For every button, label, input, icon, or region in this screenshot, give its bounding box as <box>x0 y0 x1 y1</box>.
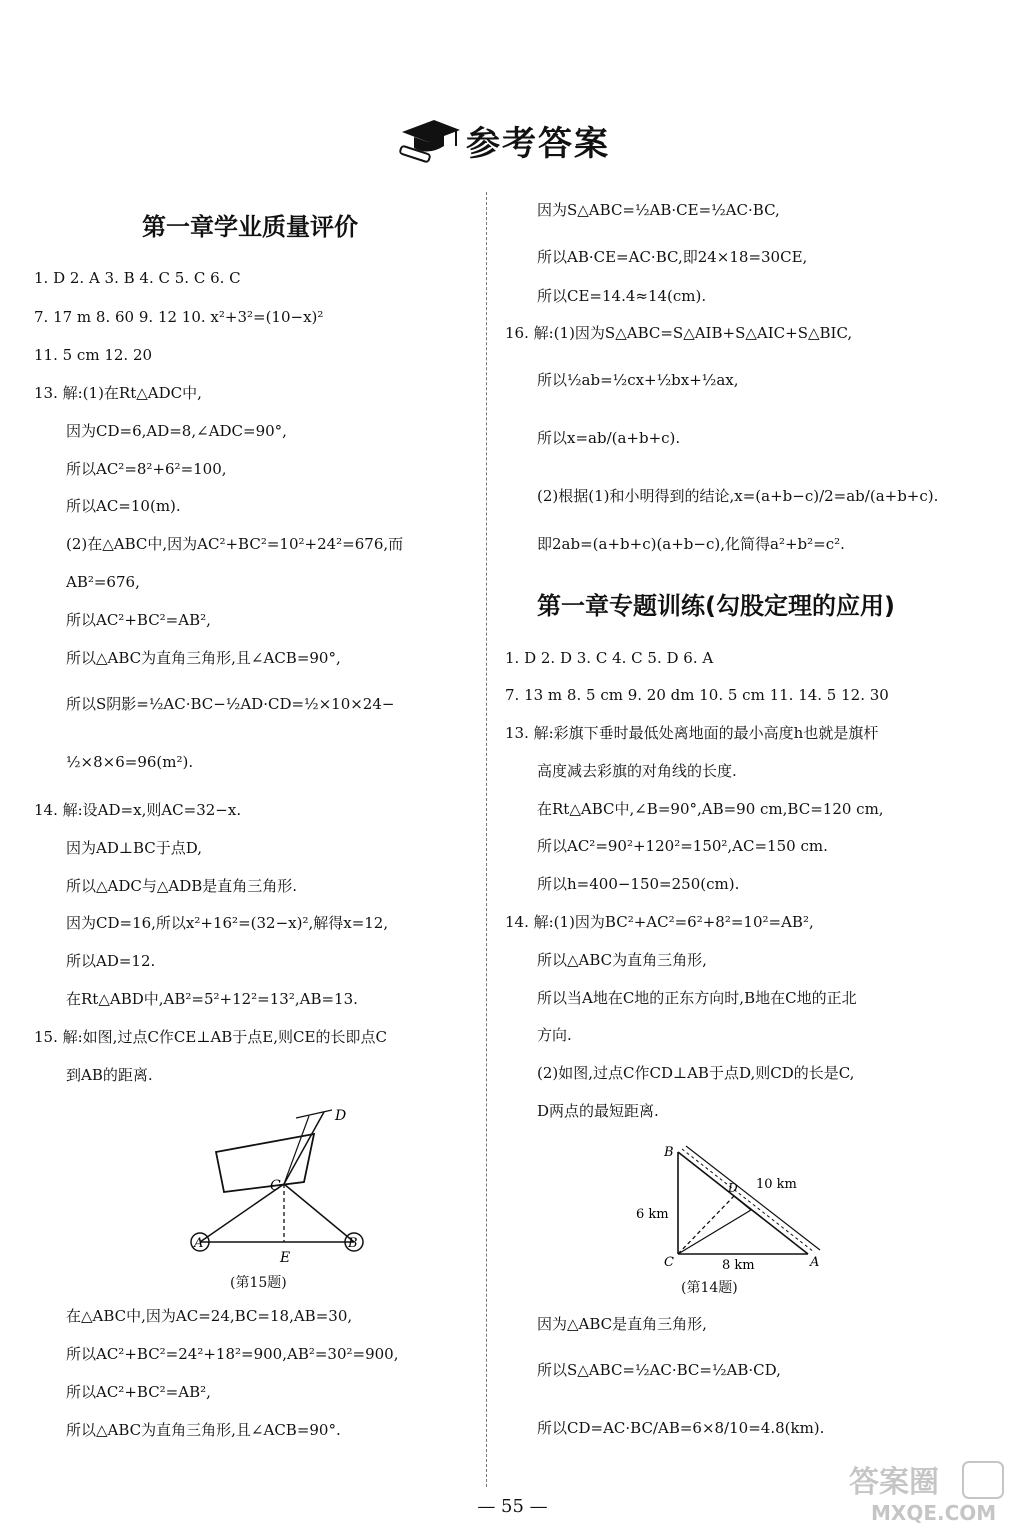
answer-line: 所以S阴影=½AC·BC−½AD·CD=½×10×24− <box>66 695 395 713</box>
column-divider <box>486 192 487 1487</box>
graduation-cap-icon <box>398 114 462 166</box>
answer-line: 因为CD=16,所以x²+16²=(32−x)²,解得x=12, <box>66 914 389 932</box>
section-title-chapter1-evaluation: 第一章学业质量评价 <box>142 213 358 241</box>
fig15-label-d: D <box>335 1108 347 1124</box>
fig15-label-b: B <box>348 1236 358 1251</box>
answer-line: 所以AC²+BC²=AB², <box>66 1383 211 1401</box>
answer-line: 14. 解:设AD=x,则AC=32−x. <box>34 801 242 819</box>
answer-line: 所以AB·CE=AC·BC,即24×18=30CE, <box>537 248 808 266</box>
answer-line: 所以AC=10(m). <box>66 497 181 515</box>
answer-line: 7. 17 m 8. 60 9. 12 10. x²+3²=(10−x)² <box>34 308 324 326</box>
fig14-label-6km: 6 km <box>636 1207 669 1222</box>
fig14-label-b: B <box>664 1145 674 1160</box>
answer-line: 因为CD=6,AD=8,∠ADC=90°, <box>66 422 287 440</box>
answer-line: 1. D 2. A 3. B 4. C 5. C 6. C <box>34 269 241 287</box>
answer-line: 所以AC²=90²+120²=150²,AC=150 cm. <box>537 837 828 855</box>
answer-line: 因为AD⊥BC于点D, <box>66 839 203 857</box>
answer-line: AB²=676, <box>66 573 140 591</box>
fig14-label-a: A <box>810 1255 820 1270</box>
figure-problem-14 <box>630 1138 830 1270</box>
answer-line: 所以CE=14.4≈14(cm). <box>537 287 707 305</box>
answer-line: 所以CD=AC·BC/AB=6×8/10=4.8(km). <box>537 1419 825 1437</box>
answer-line: 到AB的距离. <box>66 1066 153 1084</box>
answer-line: 在Rt△ABD中,AB²=5²+12²=13²,AB=13. <box>66 990 358 1008</box>
answer-line: 所以AC²+BC²=AB², <box>66 611 211 629</box>
fig15-label-c: C <box>270 1178 281 1194</box>
figure-problem-15 <box>184 1100 394 1270</box>
answer-line: 所以△ABC为直角三角形, <box>537 951 707 969</box>
fig14-label-10km: 10 km <box>756 1177 797 1192</box>
fig14-label-8km: 8 km <box>722 1258 755 1270</box>
page-header <box>0 110 1025 170</box>
answer-line: 所以△ABC为直角三角形,且∠ACB=90°. <box>66 1421 341 1439</box>
answer-line: 13. 解:(1)在Rt△ADC中, <box>34 384 202 402</box>
page-number: — 55 — <box>477 1496 548 1517</box>
answer-line: 所以h=400−150=250(cm). <box>537 875 740 893</box>
answer-line: 在△ABC中,因为AC=24,BC=18,AB=30, <box>66 1307 353 1325</box>
figure-caption-14: (第14题) <box>681 1280 738 1296</box>
fig14-label-d: D <box>728 1181 738 1195</box>
answer-line: (2)根据(1)和小明得到的结论,x=(a+b−c)/2=ab/(a+b+c). <box>537 487 939 505</box>
answer-line: 1. D 2. D 3. C 4. C 5. D 6. A <box>505 649 714 667</box>
answer-line: 14. 解:(1)因为BC²+AC²=6²+8²=10²=AB², <box>505 913 814 931</box>
answer-line: 所以当A地在C地的正东方向时,B地在C地的正北 <box>537 989 857 1007</box>
answer-line: D两点的最短距离. <box>537 1102 659 1120</box>
answer-line: 13. 解:彩旗下垂时最低处离地面的最小高度h也就是旗杆 <box>505 724 879 742</box>
answer-line: 所以½ab=½cx+½bx+½ax, <box>537 371 739 389</box>
answer-line: 所以AC²+BC²=24²+18²=900,AB²=30²=900, <box>66 1345 399 1363</box>
answer-line: 7. 13 m 8. 5 cm 9. 20 dm 10. 5 cm 11. 14. 5 12. 30 <box>505 686 889 704</box>
answer-line: 所以S△ABC=½AC·BC=½AB·CD, <box>537 1361 781 1379</box>
answer-line: 所以AD=12. <box>66 952 156 970</box>
answer-line: 方向. <box>537 1026 572 1044</box>
answer-line: 高度减去彩旗的对角线的长度. <box>537 762 737 780</box>
answer-line: 所以△ADC与△ADB是直角三角形. <box>66 877 298 895</box>
answer-line: 即2ab=(a+b+c)(a+b−c),化简得a²+b²=c². <box>537 535 845 553</box>
fig15-label-e: E <box>280 1250 291 1266</box>
fig14-label-c: C <box>664 1255 674 1270</box>
section-title-pythagorean-application: 第一章专题训练(勾股定理的应用) <box>537 592 895 620</box>
fig15-label-a: A <box>194 1236 204 1251</box>
answer-line: 所以△ABC为直角三角形,且∠ACB=90°, <box>66 649 341 667</box>
answer-line: 所以x=ab/(a+b+c). <box>537 429 681 447</box>
answer-line: 所以AC²=8²+6²=100, <box>66 460 227 478</box>
watermark-text: 答案圈 <box>849 1465 939 1500</box>
answer-line: 因为S△ABC=½AB·CE=½AC·BC, <box>537 201 780 219</box>
answer-line: (2)在△ABC中,因为AC²+BC²=10²+24²=676,而 <box>66 535 404 553</box>
watermark-url: MXQE.COM <box>871 1501 997 1525</box>
figure-caption-15: (第15题) <box>230 1275 287 1291</box>
answer-line: 11. 5 cm 12. 20 <box>34 346 153 364</box>
answer-line: 15. 解:如图,过点C作CE⊥AB于点E,则CE的长即点C <box>34 1028 387 1046</box>
page-title: 参考答案 <box>466 124 610 164</box>
answer-line: 在Rt△ABC中,∠B=90°,AB=90 cm,BC=120 cm, <box>537 800 884 818</box>
answer-line: (2)如图,过点C作CD⊥AB于点D,则CD的长是C, <box>537 1064 855 1082</box>
answer-line: ½×8×6=96(m²). <box>66 753 194 771</box>
answer-line: 16. 解:(1)因为S△ABC=S△AIB+S△AIC+S△BIC, <box>505 324 853 342</box>
watermark-logo <box>831 1458 1011 1528</box>
answer-line: 因为△ABC是直角三角形, <box>537 1315 707 1333</box>
